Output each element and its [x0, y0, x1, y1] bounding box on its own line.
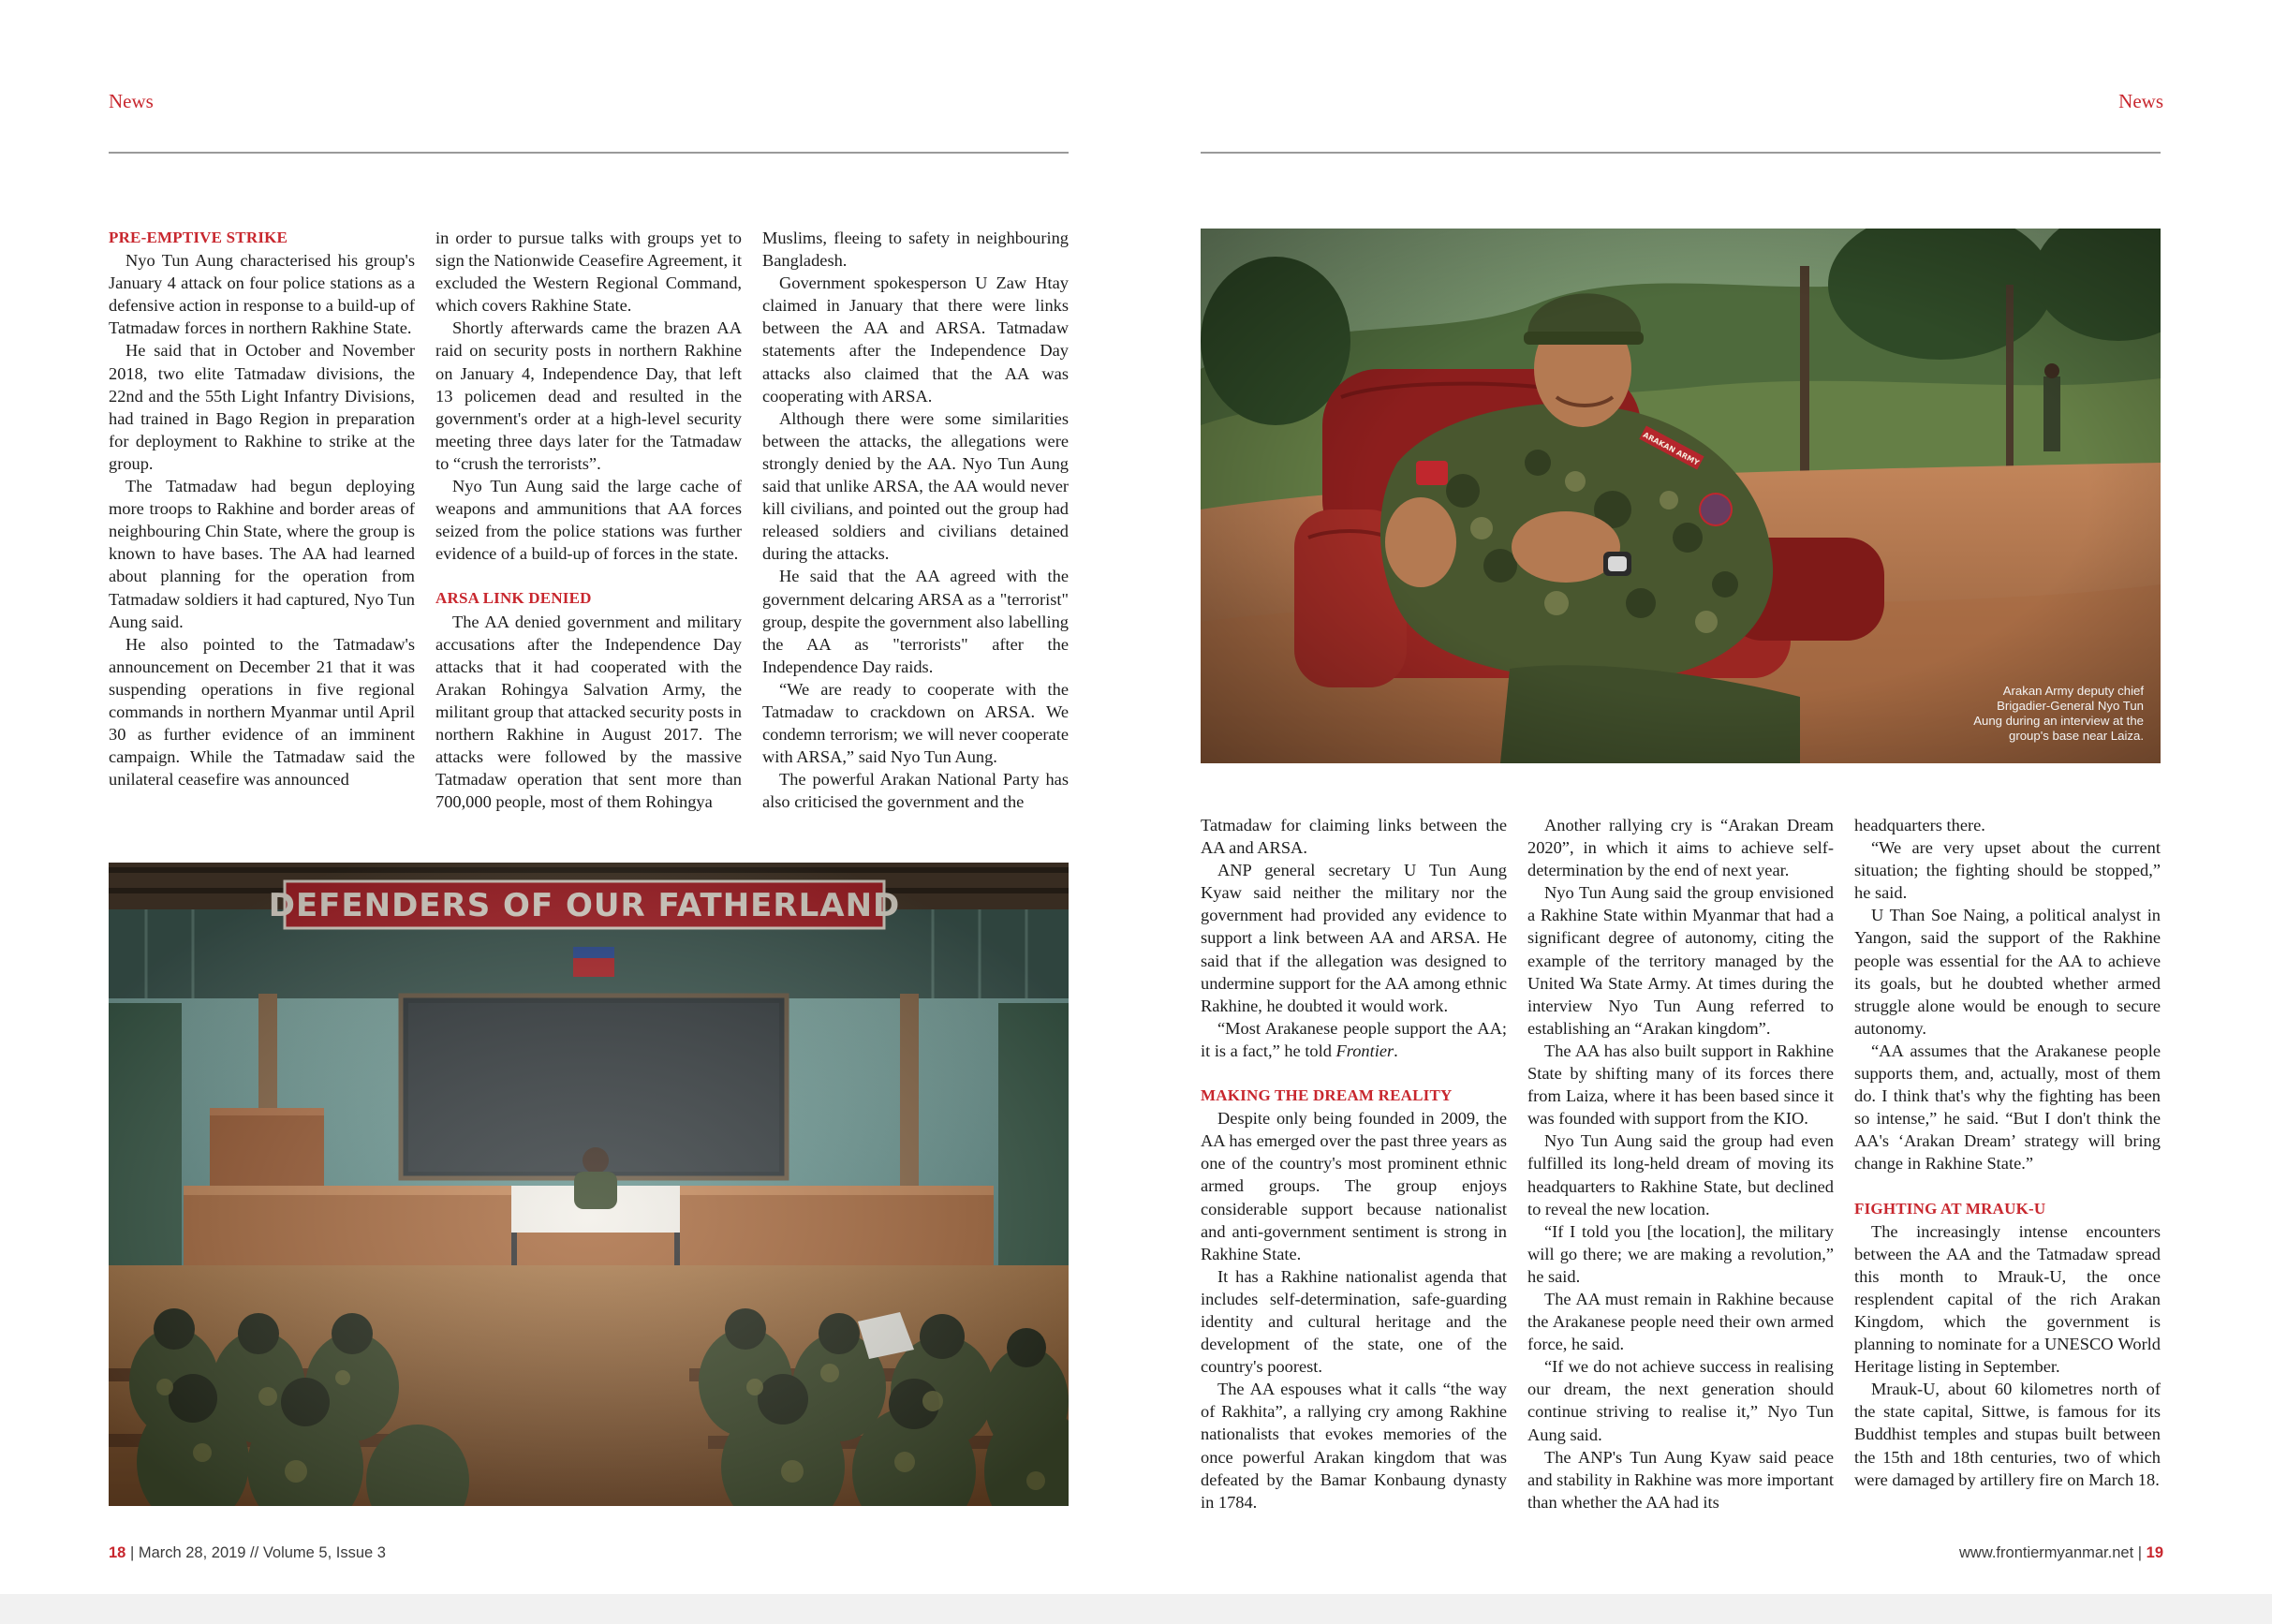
heading-arsa-link-denied: ARSA LINK DENIED	[435, 589, 592, 608]
left-column-3	[762, 227, 1069, 813]
paragraph: “Most Arakanese people support the AA; it is a fact,” he told Frontier.	[1201, 1018, 1507, 1060]
paragraph: Nyo Tun Aung said the group had even fulfilled its long-held dream of moving its headquarters to Rakhine State, but declined to reveal the new location.	[1527, 1131, 1834, 1218]
paragraph: The AA must remain in Rakhine because the Arakanese people need their own armed force, he said.	[1527, 1289, 1834, 1354]
website-link[interactable]: www.frontiermyanmar.net |	[1959, 1544, 2143, 1561]
paragraph: Despite only being founded in 2009, the AA has emerged over the past three years as one of the country's most prominent ethnic armed groups. The group enjoys considerable support because nationalist and anti-government sentiment is strong in Rakhine State.	[1201, 1109, 1507, 1263]
paragraph: The AA espouses what it calls “the way of Rakhita”, a rallying cry among Rakhine nationalists that evokes memories of the once powerful Arakan kingdom that was defeated by the Bamar Konbaung dynasty in 1784.	[1201, 1380, 1507, 1512]
paragraph: ANP general secretary U Tun Aung Kyaw said neither the military nor the government had provided any evidence to support a link between AA and ARSA. He said that if the allegation was designed to undermine support for the AA among ethnic Rakhine, he doubted it would work.	[1201, 861, 1507, 1015]
right-column-3	[1854, 814, 2161, 1491]
heading-pre-emptive-strike: PRE-EMPTIVE STRIKE	[109, 229, 288, 246]
heading-making-the-dream-reality: MAKING THE DREAM REALITY	[1201, 1086, 1453, 1105]
paragraph: “AA assumes that the Arakanese people supports them, and, actually, most of them do. I think that's why the fighting has been so intense,” he said. “But I don't think the AA's ‘Arakan Dream’ strategy will bring change in Rakhine State.”	[1854, 1041, 2161, 1174]
right-column-1	[1201, 814, 1507, 1513]
paragraph: “We are very upset about the current situation; the fighting should be stopped,” he said.	[1854, 838, 2161, 903]
section-label-right: News	[2118, 90, 2163, 112]
classroom-photo	[109, 863, 1069, 1506]
paragraph: Mrauk-U, about 60 kilometres north of the state capital, Sittwe, is famous for its Buddhist temples and stupas built between the 15th and 18th centuries, two of which were damaged by artillery fire on March 18.	[1854, 1380, 2161, 1489]
paragraph: Government spokesperson U Zaw Htay claimed in January that there were links between the AA and ARSA. Tatmadaw statements after the Independence Day attacks also claimed that the AA was cooperating with ARSA.	[762, 273, 1069, 406]
paragraph: Muslims, fleeing to safety in neighbouring Bangladesh.	[762, 229, 1069, 271]
paragraph: He said that the AA agreed with the government delcaring ARSA as a "terrorist" group, despite the government also labelling the AA as "terrorists" after the Independence Day raids.	[762, 567, 1069, 676]
paragraph: The AA denied government and military accusations after the Independence Day attacks that it had cooperated with the Arakan Rohingya Salvation Army, the militant group that attacked security posts in northern Rakhine in August 2017. The attacks were followed by the massive Tatmadaw operation that sent more than 700,000 people, most of them Rohingya	[435, 612, 742, 812]
paragraph: Tatmadaw for claiming links between the AA and ARSA.	[1201, 816, 1507, 858]
caption-line: Arakan Army deputy chief	[2002, 684, 2144, 698]
header-rule-right	[1201, 152, 2161, 154]
paragraph: The powerful Arakan National Party has also criticised the government and the	[762, 770, 1069, 812]
bottom-edge	[0, 1594, 2272, 1624]
paragraph: Shortly afterwards came the brazen AA raid on security posts in northern Rakhine on January 4, Independence Day, that left 13 policemen dead and resulted in the government's order at a high-level security meeting three days later for the Tatmadaw to “crush the terrorists”.	[435, 318, 742, 473]
heading-fighting-at-mrauk-u: FIGHTING AT MRAUK-U	[1854, 1199, 2046, 1218]
paragraph: The Tatmadaw had begun deploying more troops to Rakhine and border areas of neighbouring Chin State, where the group is known to have bases. The AA had learned about planning for the operation from Tatmadaw soldiers it had captured, Nyo Tun Aung said.	[109, 477, 415, 631]
paragraph: “If we do not achieve success in realising our dream, the next generation should continue striving to realise it,” Nyo Tun Aung said.	[1527, 1357, 1834, 1444]
right-column-2	[1527, 814, 1834, 1513]
interview-photo	[1201, 229, 2161, 763]
left-column-1	[109, 227, 415, 790]
paragraph: The AA has also built support in Rakhine State by shifting many of its forces there from Laiza, where it has been based since it was founded with support from the KIO.	[1527, 1041, 1834, 1129]
paragraph: Nyo Tun Aung characterised his group's January 4 attack on four police stations as a defensive action in response to a build-up of Tatmadaw forces in northern Rakhine State.	[109, 251, 415, 338]
caption-line: group's base near Laiza.	[2008, 729, 2144, 743]
paragraph: U Than Soe Naing, a political analyst in Yangon, said the support of the Rakhine people was essential for the AA to achieve its goals, but he doubted whether armed struggle alone would be enough to secure autonomy.	[1854, 906, 2161, 1038]
paragraph: Another rallying cry is “Arakan Dream 2020”, in which it aims to achieve self-determination by the end of next year.	[1527, 816, 1834, 880]
page-number-right: 19	[2146, 1544, 2163, 1561]
paragraph: in order to pursue talks with groups yet to sign the Nationwide Ceasefire Agreement, it excluded the Western Regional Command, which covers Rakhine State.	[435, 229, 742, 316]
interview-caption	[1956, 684, 2144, 744]
paragraph: “If I told you [the location], the military will go there; we are making a revolution,” he said.	[1527, 1221, 1834, 1286]
paragraph: Nyo Tun Aung said the group envisioned a Rakhine State within Myanmar that had a significant degree of autonomy, citing the example of the territory managed by the United Wa State Army. At times during the interview Nyo Tun Aung referred to establishing an “Arakan kingdom”.	[1527, 883, 1834, 1038]
folio-left	[109, 1544, 386, 1562]
paragraph: The increasingly intense encounters between the AA and the Tatmadaw spread this month to Mrauk-U, the once resplendent capital of the rich Arakan Kingdom, which the government is planning to nominate for a UNESCO World Heritage listing in September.	[1854, 1221, 2161, 1377]
caption-line: Aung during an interview at the	[1973, 714, 2144, 728]
right-page	[1136, 0, 2272, 1624]
issue-line: | March 28, 2019 // Volume 5, Issue 3	[129, 1544, 386, 1561]
paragraph: “We are ready to cooperate with the Tatmadaw to crackdown on ARSA. We condemn terrorism; we will never cooperate with ARSA,” said Nyo Tun Aung.	[762, 679, 1069, 767]
paragraph: Although there were some similarities between the attacks, the allegations were strongly denied by the AA. Nyo Tun Aung said that unlike ARSA, the AA would never kill civilians, and pointed out the group had released soldiers and civilians detained during the attacks.	[762, 408, 1069, 564]
folio-right	[1959, 1544, 2163, 1562]
paragraph: headquarters there.	[1854, 816, 1985, 834]
frontier-masthead: Frontier	[1335, 1041, 1394, 1060]
page-number-left: 18	[109, 1544, 126, 1561]
header-rule-left	[109, 152, 1069, 154]
section-label-left: News	[109, 90, 154, 112]
left-column-2	[435, 227, 742, 813]
paragraph: Nyo Tun Aung said the large cache of weapons and ammunitions that AA forces seized from the police stations was further evidence of a build-up of forces in the state.	[435, 477, 742, 564]
caption-line: Brigadier-General Nyo Tun	[1997, 699, 2144, 713]
paragraph: It has a Rakhine nationalist agenda that includes self-determination, safe-guarding identity and cultural heritage and the development of the state, one of the country's poorest.	[1201, 1266, 1507, 1377]
paragraph: The ANP's Tun Aung Kyaw said peace and stability in Rakhine was more important than whether the AA had its	[1527, 1447, 1834, 1512]
paragraph: He also pointed to the Tatmadaw's announcement on December 21 that it was suspending operations in five regional commands in northern Myanmar until April 30 as further evidence of an imminent campaign. While the Tatmadaw said the unilateral ceasefire was announced	[109, 634, 415, 790]
paragraph: He said that in October and November 2018, two elite Tatmadaw divisions, the 22nd and the 55th Light Infantry Divisions, had trained in Bago Region in preparation for deployment to Rakhine to strike at the group.	[109, 341, 415, 473]
